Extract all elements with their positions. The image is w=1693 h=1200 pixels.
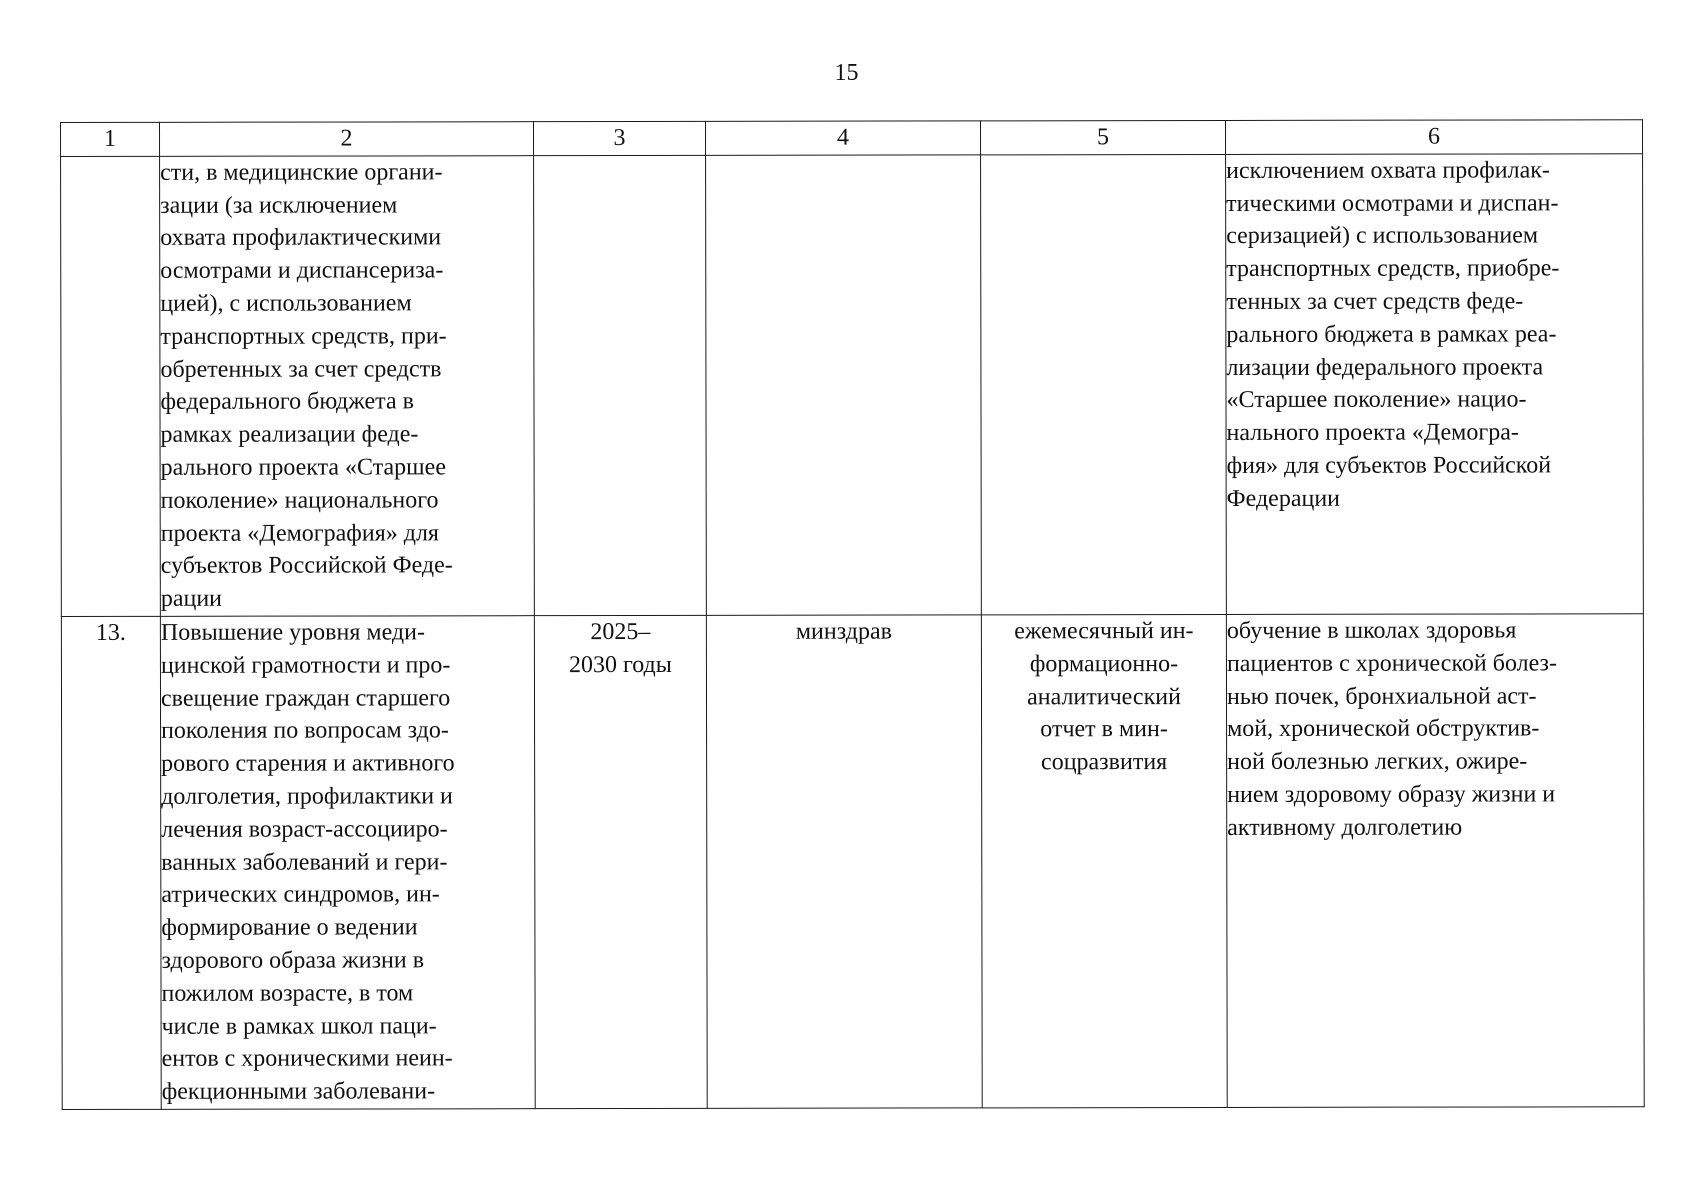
- column-header-4: 4: [705, 121, 980, 155]
- row-continuation-result-cell: [1226, 154, 1644, 615]
- column-header-1: 1: [61, 122, 160, 156]
- text-line: рального проекта «Старшее: [160, 454, 446, 481]
- text-line: обучение в школах здоровья: [1226, 617, 1517, 644]
- text-line: транспортных средств, при-: [160, 323, 447, 350]
- text-line: исключением охвата профилак-: [1226, 157, 1550, 184]
- text-line: соцразвития: [1041, 749, 1168, 776]
- text-line: федерального бюджета в: [160, 388, 414, 416]
- row-continuation-number-cell: [61, 156, 161, 616]
- row-13-period-cell: [534, 615, 707, 1108]
- column-header-6: 6: [1225, 120, 1642, 155]
- text-line: атрических синдромов, ин-: [161, 881, 440, 909]
- text-line: отчет в мин-: [1040, 716, 1168, 743]
- row-13-report-cell: [981, 614, 1227, 1107]
- text-line: ванных заболеваний и гери-: [161, 848, 448, 876]
- column-header-5: 5: [980, 120, 1225, 154]
- row-13-measure-cell: [160, 616, 535, 1110]
- text-line: охвата профилактическими: [160, 224, 442, 252]
- text-line: серизацией) с использованием: [1226, 222, 1539, 250]
- text-line: проекта «Демография» для: [160, 519, 439, 547]
- text-line: фекционными заболевани-: [161, 1078, 436, 1105]
- text-line: ежемесячный ин-: [1014, 617, 1194, 645]
- text-line: ной болезнью легких, ожире-: [1227, 748, 1528, 776]
- text-line: числе в рамках школ паци-: [161, 1012, 437, 1040]
- text-line: зации (за исключением: [160, 192, 398, 219]
- text-line: осмотрами и диспансериза-: [160, 257, 444, 285]
- text-line: поколения по вопросам здо-: [161, 717, 449, 745]
- text-line: тическими осмотрами и диспан-: [1226, 189, 1559, 217]
- text-line: лечения возраст-ассоцииро-: [161, 816, 448, 843]
- text-line: ентов с хроническими неин-: [161, 1045, 453, 1073]
- text-line: аналитический: [1027, 683, 1181, 710]
- text-line: здорового образа жизни в: [161, 947, 425, 974]
- table-row-continuation: [61, 154, 1644, 617]
- text-line: активному долголетию: [1227, 814, 1463, 841]
- text-line: транспортных средств, приобре-: [1226, 255, 1560, 283]
- text-line: лизации федерального проекта: [1226, 353, 1544, 381]
- row-continuation-report-cell: [981, 154, 1227, 615]
- text-line: нием здоровому образу жизни и: [1227, 781, 1556, 808]
- text-line: Федерации: [1226, 485, 1341, 512]
- text-line: мой, хронической обструктив-: [1227, 715, 1540, 743]
- document-table: [60, 119, 1645, 1110]
- text-line: минздрав: [795, 618, 892, 645]
- text-line: сти, в медицинские органи-: [160, 159, 443, 186]
- text-line: рового старения и активного: [161, 750, 455, 777]
- text-line: «Старшее поколение» нацио-: [1226, 386, 1527, 414]
- row-13-number-cell: 13.: [61, 616, 161, 1109]
- text-line: формирование о ведении: [161, 914, 418, 941]
- text-line: нью почек, бронхиальной аст-: [1226, 682, 1537, 710]
- table-row-13: [61, 614, 1644, 1110]
- text-line: цинской грамотности и про-: [160, 652, 451, 679]
- text-line: тенных за счет средств феде-: [1226, 288, 1524, 315]
- text-line: долголетия, профилактики и: [161, 783, 453, 810]
- text-line: обретенных за счет средств: [160, 355, 442, 383]
- row-continuation-responsible-cell: [706, 155, 982, 616]
- text-line: цией), с использованием: [160, 290, 412, 317]
- row-continuation-period-cell: [534, 155, 707, 615]
- row-13-result-cell: [1226, 614, 1644, 1108]
- text-line: пожилом возрасте, в том: [161, 980, 414, 1007]
- text-line: пациентов с хронической болез-: [1226, 650, 1558, 677]
- text-line: субъектов Российской Феде-: [160, 552, 453, 580]
- text-line: 2030 годы: [568, 651, 672, 678]
- column-header-3: 3: [534, 121, 706, 155]
- table-header-row: [61, 120, 1643, 157]
- text-line: 2025–: [590, 618, 651, 646]
- text-line: формационно-: [1029, 650, 1179, 678]
- text-line: нального проекта «Демогра-: [1226, 419, 1519, 447]
- text-line: рамках реализации феде-: [160, 421, 419, 448]
- page-number: 15: [834, 60, 859, 86]
- text-line: свещение граждан старшего: [160, 684, 451, 712]
- text-line: фия» для субъектов Российской: [1226, 452, 1552, 479]
- text-line: рации: [160, 585, 223, 612]
- row-13-responsible-cell: [706, 615, 982, 1108]
- column-header-2: 2: [160, 122, 534, 156]
- text-line: Повышение уровня меди-: [160, 619, 425, 646]
- text-line: рального бюджета в рамках реа-: [1226, 321, 1557, 348]
- text-line: поколение» национального: [160, 487, 439, 514]
- row-continuation-measure-cell: [160, 155, 535, 616]
